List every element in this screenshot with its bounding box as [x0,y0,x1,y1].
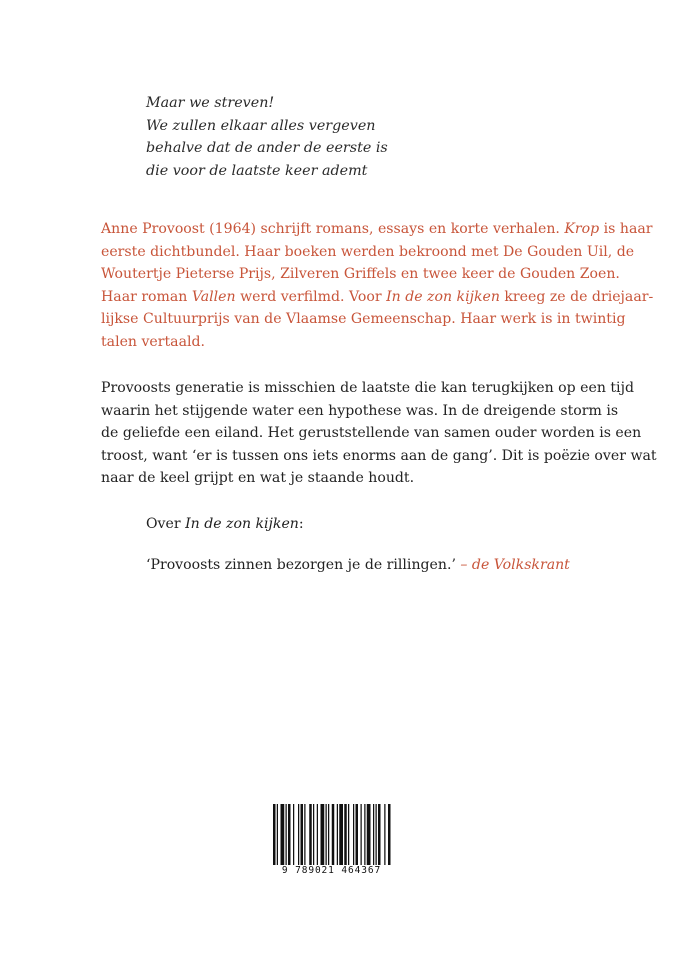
barcode-bar [332,804,335,866]
barcode-bar [339,804,343,866]
book-blurb [101,377,657,490]
poem-line: Maar we streven! [146,95,275,111]
barcode-bar [281,804,285,866]
author-bio [101,218,654,354]
barcode-bar [328,804,329,866]
barcode-bar [286,804,287,866]
barcode-bar [326,804,327,866]
blurb-line: waarin het stijgende water een hypothese was. In de dreigende storm is [101,402,619,419]
blurb-line: troost, want ‘er is tussen ons iets enorms aan de gang’. Dit is poëzie over wat [101,447,657,464]
barcode-bar [301,804,304,866]
book-title: In de zon kijken [185,516,299,532]
barcode-bar [298,804,299,866]
barcode-bar [367,804,371,866]
barcode-bar [378,804,381,866]
barcode-bar [309,804,312,866]
poem-line: We zullen elkaar alles vergeven [146,117,376,134]
review-quote: ‘Provoosts zinnen bezorgen je de rillingen.’ – de Volkskrant [146,557,570,573]
barcode-bar [361,804,362,866]
poem-line: die voor de laatste keer ademt [146,162,368,179]
blurb-line: de geliefde een eiland. Het geruststellende van samen ouder worden is een [101,425,642,442]
barcode-bar [337,804,338,866]
blurb-line: naar de keel grijpt en wat je staande houdt. [101,470,415,487]
bio-line: lijkse Cultuurprijs van de Vlaamse Gemeenschap. Haar werk is in twintig [101,311,626,328]
review-heading: Over In de zon kijken: [146,516,304,532]
book-title: Krop [564,221,600,237]
barcode-bar [288,804,291,866]
bio-line: Woutertje Pieterse Prijs, Zilveren Griffels en twee keer de Gouden Zoen. [101,266,620,283]
barcode-bars [271,804,392,866]
barcode-bar [317,804,318,866]
barcode-bar [356,804,359,866]
barcode-bar [376,804,377,866]
barcode-bar [293,804,294,866]
barcode-bar [321,804,325,866]
barcode-bar [348,804,349,866]
bio-line: Haar roman Vallen werd verfilmd. Voor In de zon kijken kreeg ze de driejaar- [101,288,654,305]
barcode-bar [304,804,305,866]
barcode-bar [384,804,385,866]
book-title: Vallen [191,288,236,305]
bio-line: talen vertaald. [101,333,205,350]
barcode-bar [388,804,391,866]
poem-line: behalve dat de ander de eerste is [146,140,388,156]
barcode-bar [353,804,354,866]
barcode-bar [364,804,365,866]
barcode-bar [344,804,347,866]
barcode-bar [277,804,278,866]
poem-excerpt [146,92,388,182]
isbn-number: 9 789021 464367 [271,865,392,877]
bio-line: Anne Provoost (1964) schrijft romans, essays en korte verhalen. Krop is haar [101,221,653,237]
book-title: In de zon kijken [386,288,500,305]
barcode-bar [373,804,374,866]
bio-line: eerste dichtbundel. Haar boeken werden bekroond met De Gouden Uil, de [101,243,635,260]
quote-source: – de Volkskrant [460,557,570,573]
blurb-line: Provoosts generatie is misschien de laatste die kan terugkijken op een tijd [101,380,634,396]
barcode-bar [273,804,276,866]
barcode-bar [313,804,314,866]
